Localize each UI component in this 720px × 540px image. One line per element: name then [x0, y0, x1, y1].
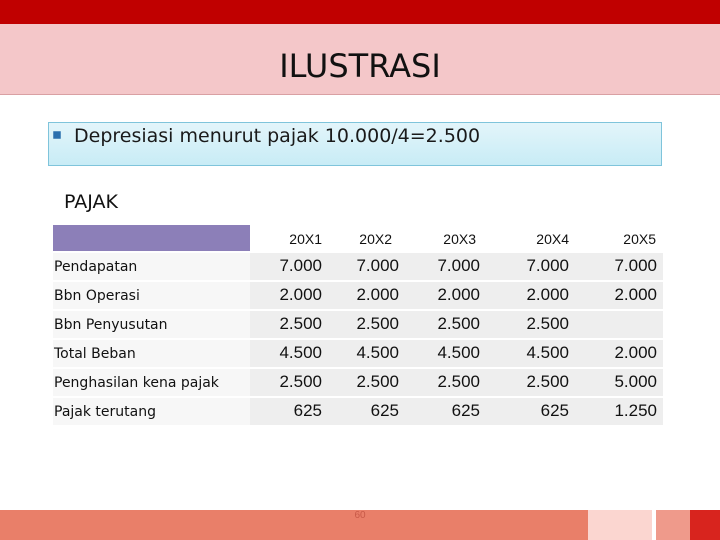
table-cell: 2.500	[279, 314, 322, 333]
table-cell: 2.000	[614, 343, 657, 362]
table-cell: 7.000	[614, 256, 657, 275]
section-label: PAJAK	[64, 191, 118, 213]
table-cell: 5.000	[614, 372, 657, 391]
row-label: Pajak terutang	[54, 404, 156, 420]
table-cell: 4.500	[437, 343, 480, 362]
table-cell: 2.500	[526, 372, 569, 391]
table-header-bar	[53, 225, 250, 251]
table-cell: 2.500	[437, 372, 480, 391]
row-label: Bbn Operasi	[54, 288, 140, 304]
table-cell: 4.500	[356, 343, 399, 362]
top-accent-bar	[0, 0, 720, 24]
footer-block-light	[588, 510, 652, 540]
row-label: Penghasilan kena pajak	[54, 375, 219, 391]
year-header-5: 20X5	[623, 231, 656, 247]
table-cell: 1.250	[614, 401, 657, 420]
row-label: Bbn Penyusutan	[54, 317, 168, 333]
footer-block-mid	[656, 510, 690, 540]
table-cell: 4.500	[279, 343, 322, 362]
footer-bar	[0, 510, 588, 540]
table-cell: 2.500	[437, 314, 480, 333]
table-cell: 625	[370, 401, 399, 420]
table-cell: 2.000	[437, 285, 480, 304]
year-header-3: 20X3	[443, 231, 476, 247]
table-cell: 2.500	[526, 314, 569, 333]
table-cell: 2.000	[526, 285, 569, 304]
table-cell: 4.500	[526, 343, 569, 362]
table-cell: 2.500	[279, 372, 322, 391]
row-label: Pendapatan	[54, 259, 138, 275]
table-cell: 2.500	[356, 314, 399, 333]
table-cell: 2.000	[614, 285, 657, 304]
year-header-2: 20X2	[359, 231, 392, 247]
table-cell: 2.000	[356, 285, 399, 304]
slide-title: ILUSTRASI	[279, 47, 441, 85]
table-cell: 2.500	[356, 372, 399, 391]
table-cell: 625	[451, 401, 480, 420]
bullet-text: Depresiasi menurut pajak 10.000/4=2.500	[74, 125, 481, 147]
table-cell: 625	[293, 401, 322, 420]
table-cell: 7.000	[279, 256, 322, 275]
table-cell: 7.000	[526, 256, 569, 275]
table-cell: 7.000	[437, 256, 480, 275]
table-cell: 625	[540, 401, 569, 420]
year-header-1: 20X1	[289, 231, 322, 247]
year-header-4: 20X4	[536, 231, 569, 247]
row-label: Total Beban	[54, 346, 136, 362]
footer-block-dark	[690, 510, 720, 540]
bullet-square-icon	[53, 131, 61, 139]
page-number: 60	[354, 510, 366, 521]
table-cell: 7.000	[356, 256, 399, 275]
table-cell: 2.000	[279, 285, 322, 304]
